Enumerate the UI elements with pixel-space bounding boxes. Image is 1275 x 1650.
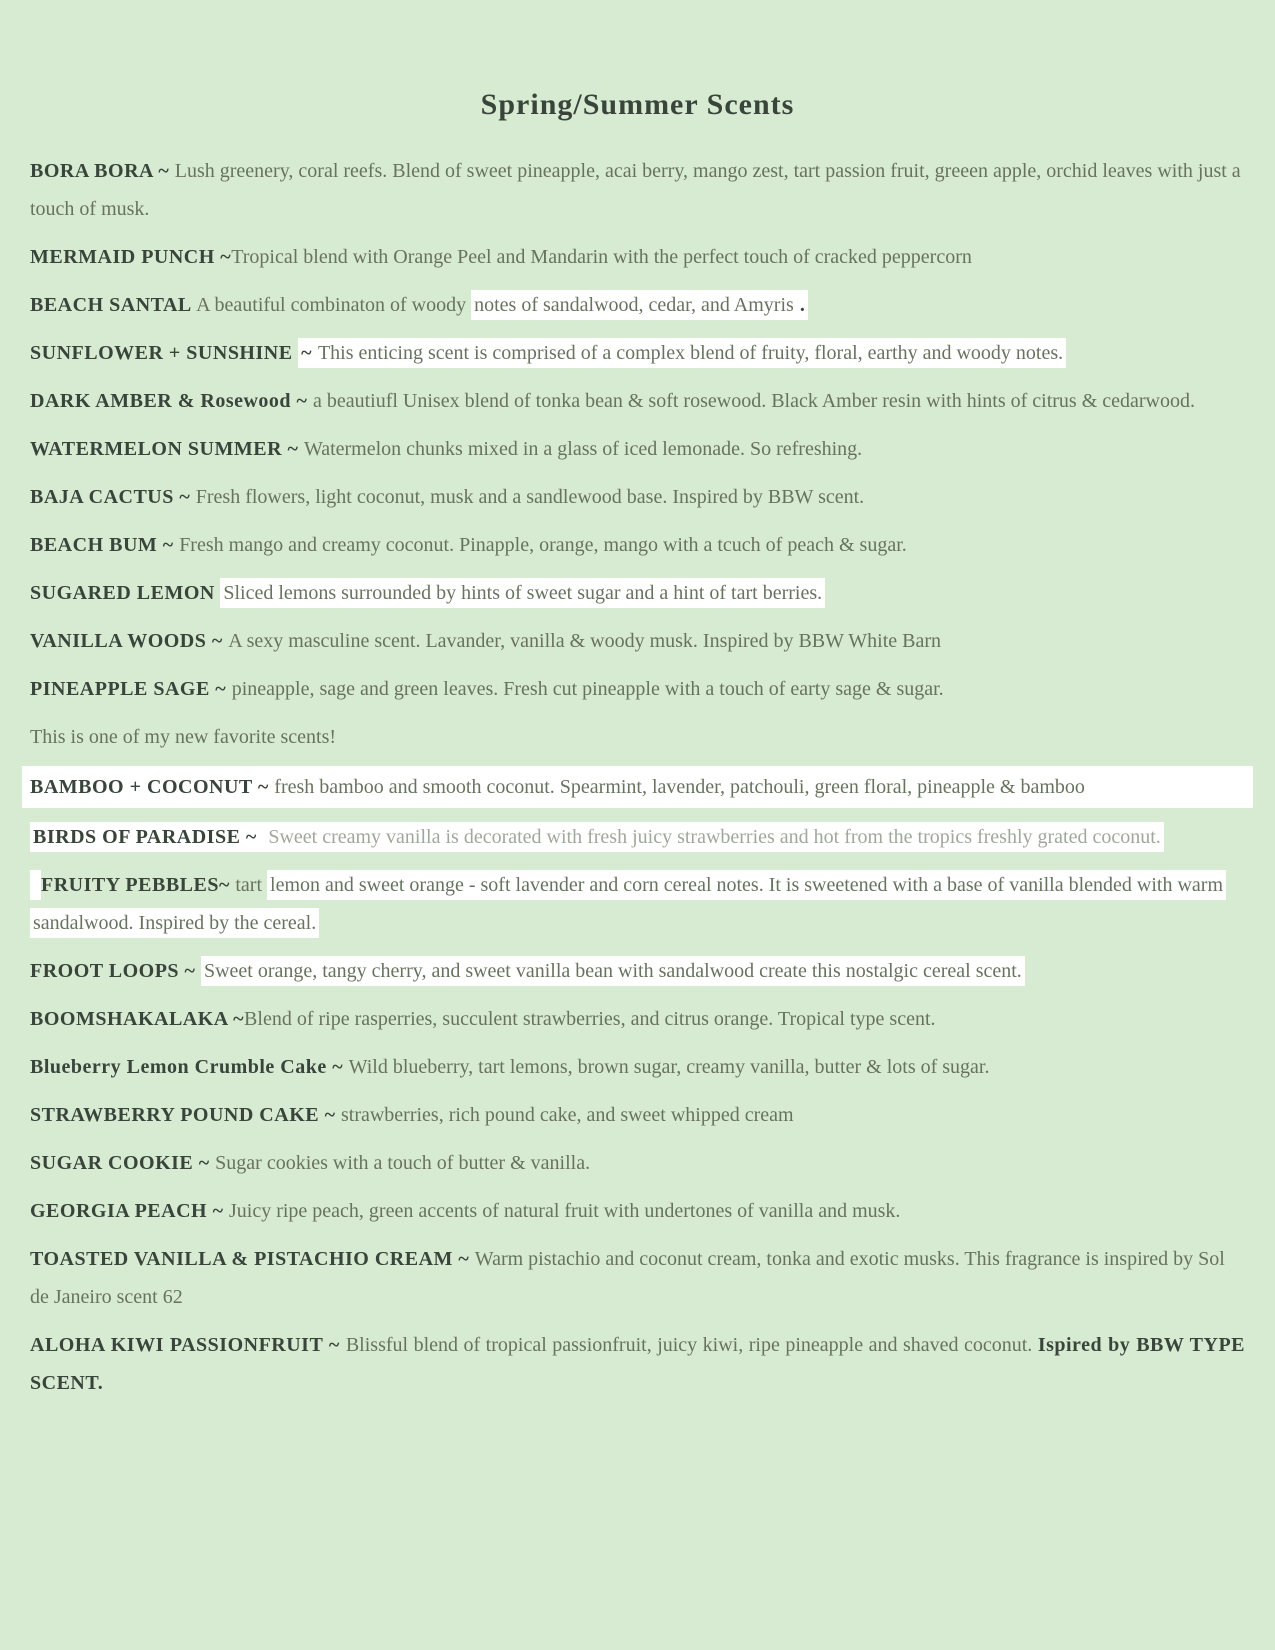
scent-name: GEORGIA PEACH ~ (30, 1200, 229, 1222)
scent-name: BORA BORA ~ (30, 160, 175, 182)
scent-description: a beautiufl Unisex blend of tonka bean & soft rosewood. Black Amber resin with hints of citrus & cedarwood. (312, 390, 1195, 412)
scent-paragraph (30, 1048, 1245, 1086)
scent-description: fresh bamboo and smooth coconut. Spearmint, lavender, patchouli, green floral, pineapple & bamboo (274, 776, 1085, 798)
scent-paragraph (30, 478, 1245, 516)
scent-name: ~ (298, 338, 315, 368)
scent-description: Fresh flowers, light coconut, musk and a sandlewood base. Inspired by BBW scent. (195, 486, 865, 508)
scent-description: tart (235, 874, 268, 896)
page-title: Spring/Summer Scents (480, 88, 795, 121)
scent-name: WATERMELON SUMMER ~ (30, 438, 304, 460)
scent-description: A sexy masculine scent. Lavander, vanilla & woody musk. Inspired by BBW White Barn (228, 630, 942, 652)
scent-paragraph (30, 818, 1245, 856)
scent-name: VANILLA WOODS ~ (30, 630, 229, 652)
scent-paragraph (30, 866, 1245, 942)
scent-paragraph (30, 238, 1245, 276)
scent-paragraph (30, 670, 1245, 708)
scent-description: lemon and sweet orange - soft lavender and corn cereal notes. It is sweetened with a base of vanilla blended with warm sandalwood. Inspired by the cereal. (30, 870, 1226, 938)
scent-name: PINEAPPLE SAGE ~ (30, 678, 232, 700)
scent-name: TOASTED VANILLA & PISTACHIO CREAM ~ (30, 1248, 475, 1270)
scent-name: FROOT LOOPS ~ (30, 960, 201, 982)
scent-paragraph (30, 622, 1245, 660)
scent-description: Wild blueberry, tart lemons, brown sugar, creamy vanilla, butter & lots of sugar. (348, 1056, 990, 1078)
scent-description: Fresh mango and creamy coconut. Pinapple, orange, mango with a tcuch of peach & sugar. (179, 534, 907, 556)
scent-description: Tropical blend with Orange Peel and Mandarin with the perfect touch of cracked peppercorn (231, 246, 972, 268)
scent-paragraph (30, 152, 1245, 228)
scent-paragraph (30, 1192, 1245, 1230)
scent-description: Watermelon chunks mixed in a glass of iced lemonade. So refreshing. (303, 438, 863, 460)
scent-name: BAMBOO + COCONUT ~ (30, 776, 275, 798)
scent-description: This enticing scent is comprised of a complex blend of fruity, floral, earthy and woody notes. (315, 338, 1066, 368)
scent-name: . (797, 290, 809, 320)
scent-description (30, 870, 41, 900)
scent-paragraph (30, 430, 1245, 468)
scent-name: BEACH SANTAL (30, 294, 197, 316)
scent-paragraph (30, 1000, 1245, 1038)
scent-name: FRUITY PEBBLES~ (41, 874, 236, 896)
scent-description: Lush greenery, coral reefs. Blend of sweet pineapple, acai berry, mango zest, tart passion fruit, greeen apple, orchid leaves with just a touch of musk. (30, 160, 1241, 220)
scent-paragraph (30, 1096, 1245, 1134)
scent-paragraph (30, 286, 1245, 324)
scent-paragraph (30, 574, 1245, 612)
scent-name: MERMAID PUNCH ~ (30, 246, 232, 268)
scent-name: STRAWBERRY POUND CAKE ~ (30, 1104, 341, 1126)
scent-list (30, 152, 1245, 1402)
scent-paragraph (30, 334, 1245, 372)
scent-description: pineapple, sage and green leaves. Fresh cut pineapple with a touch of earty sage & sugar. (231, 678, 944, 700)
scent-description: Juicy ripe peach, green accents of natural fruit with undertones of vanilla and musk. (228, 1200, 901, 1222)
scent-description: Sliced lemons surrounded by hints of sweet sugar and a hint of tart berries. (220, 578, 825, 608)
scent-description: Sweet creamy vanilla is decorated with fresh juicy strawberries and hot from the tropics freshly grated coconut. (265, 822, 1163, 852)
scent-paragraph (30, 718, 1245, 756)
scent-description: Warm pistachio and coconut cream, tonka and exotic musks. This fragrance is inspired by Sol de Janeiro scent 62 (30, 1248, 1225, 1308)
scent-paragraph (30, 1144, 1245, 1182)
scent-name: BOOMSHAKALAKA ~ (30, 1008, 245, 1030)
scent-paragraph (30, 526, 1245, 564)
scent-description: Sugar cookies with a touch of butter & vanilla. (215, 1152, 591, 1174)
scent-name: ALOHA KIWI PASSIONFRUIT ~ (30, 1334, 346, 1356)
scent-name: Blueberry Lemon Crumble Cake ~ (30, 1056, 349, 1078)
scent-paragraph (30, 1240, 1245, 1316)
scent-name: BIRDS OF PARADISE ~ (30, 822, 265, 852)
scent-name: BAJA CACTUS ~ (30, 486, 196, 508)
scent-name: BEACH BUM ~ (30, 534, 180, 556)
scent-paragraph (30, 952, 1245, 990)
scent-paragraph (22, 766, 1253, 808)
scent-description: Blend of ripe rasperries, succulent strawberries, and citrus orange. Tropical type scent. (244, 1008, 936, 1030)
scent-description: notes of sandalwood, cedar, and Amyris (471, 290, 797, 320)
scent-name: SUGAR COOKIE ~ (30, 1152, 216, 1174)
scent-paragraph (30, 1326, 1245, 1402)
scent-description: strawberries, rich pound cake, and sweet whipped cream (340, 1104, 794, 1126)
scent-description: This is one of my new favorite scents! (30, 726, 337, 748)
scent-name: SUNFLOWER + SUNSHINE (30, 342, 299, 364)
scent-name: Ispired by BBW TYPE SCENT. (30, 1334, 1245, 1394)
scent-description: Sweet orange, tangy cherry, and sweet vanilla bean with sandalwood create this nostalgic cereal scent. (201, 956, 1025, 986)
scent-description: Blissful blend of tropical passionfruit, juicy kiwi, ripe pineapple and shaved coconut. (345, 1334, 1038, 1356)
scent-name: SUGARED LEMON (30, 582, 221, 604)
scent-description: A beautiful combinaton of woody (196, 294, 472, 316)
scent-name: DARK AMBER & Rosewood ~ (30, 390, 313, 412)
scent-paragraph (30, 382, 1245, 420)
